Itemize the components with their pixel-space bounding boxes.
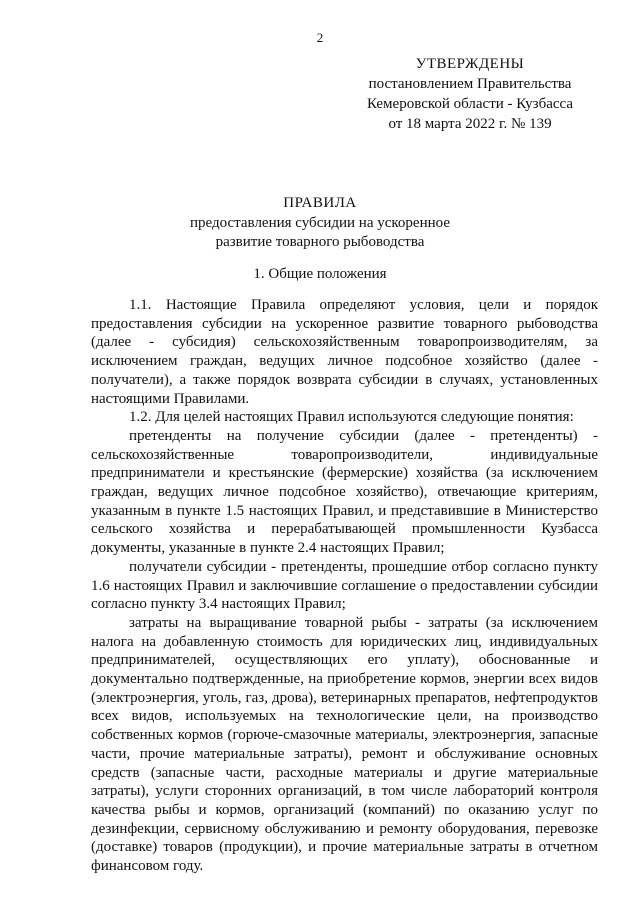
approval-line: Кемеровской области - Кузбасса xyxy=(366,96,574,112)
approval-line: постановлением Правительства xyxy=(368,76,572,92)
paragraph: претенденты на получение субсидии (далее - претенденты) - сельскохозяйственные товаропроизводители, индивидуальные предприниматели и крестьянские (фермерские) хозяйства (за исключением граждан, ведущих личное подсобное хозяйство), отвечающие критериям, указанным в пункте 1.5 настоящих Правил, и представившие в Министерство сельского хозяйства и перерабатывающей промышленности Кузбасса документы, указанные в пункте 2.4 настоящих Правил; xyxy=(91,427,598,557)
section-heading: 1. Общие положения xyxy=(253,266,387,282)
document-body xyxy=(91,296,598,876)
document-title: ПРАВИЛА xyxy=(283,195,357,211)
paragraph: затраты на выращивание товарной рыбы - затраты (за исключением налога на добавленную стоимость для юридических лиц, индивидуальных предпринимателей, осуществляющих его уплату), обоснованные и документально подтвержденные, на приобретение кормов, энергии всех видов (электроэнергия, уголь, газ, дрова), ветеринарных препаратов, нефтепродуктов всех видов, используемых на технологические цели, на производство собственных кормов (горюче-смазочные материалы, электроэнергия, запасные части, прочие материальные затраты), ремонт и обслуживание основных средств (запасные части, расходные материалы и другие материальные затраты), услуги сторонних организаций, в том числе лабораторий контроля качества рыбы и кормов, организаций (компаний) по оказанию услуг по дезинфекции, сервисному обслуживанию и ремонту оборудования, перевозке (доставке) товаров (продукции), и прочие материальные затраты в отчетном финансовом году. xyxy=(91,614,598,875)
subtitle-line: предоставления субсидии на ускоренное xyxy=(190,215,450,231)
approval-line: от 18 марта 2022 г. № 139 xyxy=(388,116,552,132)
document-subtitle xyxy=(0,214,640,252)
approval-block xyxy=(350,54,590,134)
paragraph: 1.2. Для целей настоящих Правил используются следующие понятия: xyxy=(129,409,574,426)
paragraph: получатели субсидии - претенденты, прошедшие отбор согласно пункту 1.6 настоящих Правил и заключившие соглашение о предоставлении субсидии согласно пункту 3.4 настоящих Правил; xyxy=(91,558,598,613)
paragraph: 1.1. Настоящие Правила определяют условия, цели и порядок предоставления субсидии на ускоренное развитие товарного рыбоводства (далее - субсидия) сельскохозяйственным товаропроизводителям, за исключением граждан, ведущих личное подсобное хозяйство (далее - получатели), а также порядок возврата субсидии в случаях, установленных настоящими Правилами. xyxy=(91,297,598,407)
page-number: 2 xyxy=(316,30,324,45)
subtitle-line: развитие товарного рыбоводства xyxy=(215,234,425,250)
approval-heading: УТВЕРЖДЕНЫ xyxy=(415,56,525,72)
